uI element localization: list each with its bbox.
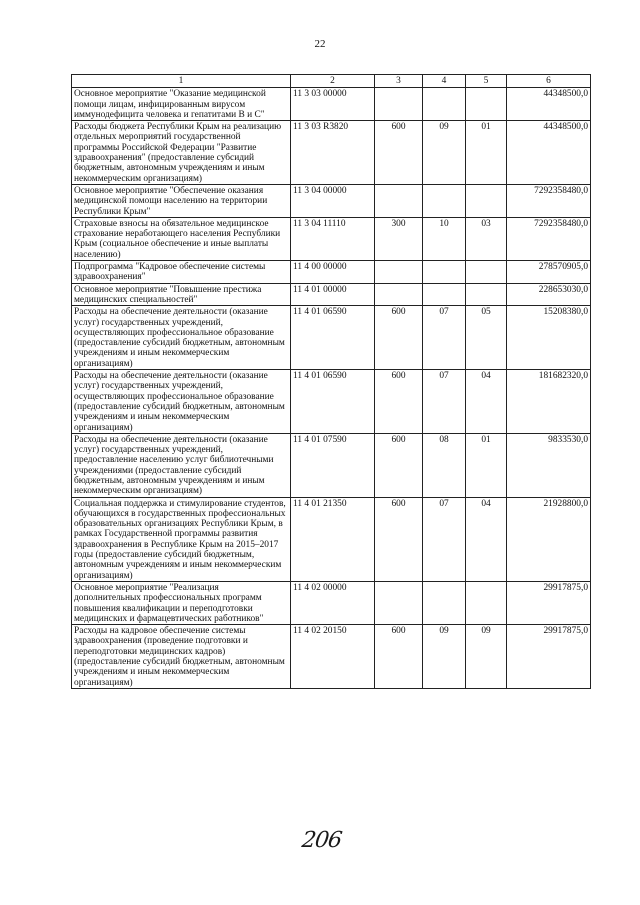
expense-type [375, 581, 423, 624]
table-row [72, 217, 591, 260]
expense-type [375, 88, 423, 121]
classification-code: 11 4 02 20150 [291, 625, 375, 689]
item-name: Социальная поддержка и стимулирование студентов, обучающихся в государственных профессиональных образовательных организациях Республики Крым, в рамках Государственной программы развития здравоохранения в Республике Крым на 2015–2017 годы (предоставление субсидий бюджетным, автономным учреждениям и иным некоммерческим организациям) [72, 497, 291, 581]
subsection: 09 [466, 625, 507, 689]
subsection [466, 581, 507, 624]
table-row [72, 283, 591, 306]
amount: 9833530,0 [507, 433, 591, 497]
amount: 181682320,0 [507, 370, 591, 434]
table-row [72, 306, 591, 370]
item-name: Расходы на кадровое обеспечение системы здравоохранения (проведение подготовки и переподготовки медицинских кадров) (предоставление субсидий бюджетным, автономным учреждениям и иным некоммерческим организациям) [72, 625, 291, 689]
expense-type: 600 [375, 497, 423, 581]
section: 07 [423, 497, 466, 581]
table-row [72, 497, 591, 581]
section: 09 [423, 625, 466, 689]
subsection: 04 [466, 370, 507, 434]
item-name: Расходы на обеспечение деятельности (оказание услуг) государственных учреждений, осуществляющих профессиональное образование (предоставление субсидий бюджетным, автономным учреждениям и иным некоммерческим организациям) [72, 370, 291, 434]
expense-type [375, 283, 423, 306]
header-cell: 6 [507, 75, 591, 88]
expense-type: 600 [375, 370, 423, 434]
classification-code: 11 4 01 07590 [291, 433, 375, 497]
section: 09 [423, 121, 466, 185]
section [423, 581, 466, 624]
item-name: Расходы на обеспечение деятельности (оказание услуг) государственных учреждений, осуществляющих профессиональное образование (предоставление субсидий бюджетным, автономным учреждениям и иным некоммерческим организациям) [72, 306, 291, 370]
amount: 15208380,0 [507, 306, 591, 370]
section: 08 [423, 433, 466, 497]
amount: 7292358480,0 [507, 184, 591, 217]
amount: 44348500,0 [507, 88, 591, 121]
handwritten-page-number: 206 [300, 828, 343, 853]
classification-code: 11 4 01 21350 [291, 497, 375, 581]
classification-code: 11 3 04 00000 [291, 184, 375, 217]
subsection: 01 [466, 121, 507, 185]
classification-code: 11 3 04 11110 [291, 217, 375, 260]
amount: 44348500,0 [507, 121, 591, 185]
item-name: Расходы на обеспечение деятельности (оказание услуг) государственных учреждений, предоставление населению услуг библиотечными учреждениями (предоставление субсидий бюджетным, автономным учреждениям и иным некоммерческим организациям) [72, 433, 291, 497]
table-row [72, 88, 591, 121]
item-name: Основное мероприятие "Реализация дополнительных профессиональных программ повышения квалификации и переподготовки медицинских и фармацевтических работников" [72, 581, 291, 624]
subsection: 01 [466, 433, 507, 497]
classification-code: 11 3 03 00000 [291, 88, 375, 121]
expense-type [375, 261, 423, 284]
subsection [466, 283, 507, 306]
classification-code: 11 4 00 00000 [291, 261, 375, 284]
subsection [466, 88, 507, 121]
section: 07 [423, 370, 466, 434]
subsection [466, 184, 507, 217]
classification-code: 11 4 01 06590 [291, 306, 375, 370]
section [423, 184, 466, 217]
subsection: 03 [466, 217, 507, 260]
expense-type: 300 [375, 217, 423, 260]
section: 10 [423, 217, 466, 260]
table-row [72, 261, 591, 284]
subsection: 05 [466, 306, 507, 370]
section [423, 88, 466, 121]
subsection [466, 261, 507, 284]
table-row [72, 433, 591, 497]
section [423, 283, 466, 306]
table-row [72, 625, 591, 689]
item-name: Расходы бюджета Республики Крым на реализацию отдельных мероприятий государственной программы Российской Федерации "Развитие здравоохранения" (предоставление субсидий бюджетным, автономным учреждениям и иным некоммерческим организациям) [72, 121, 291, 185]
classification-code: 11 4 01 06590 [291, 370, 375, 434]
amount: 7292358480,0 [507, 217, 591, 260]
item-name: Основное мероприятие "Обеспечение оказания медицинской помощи населению на территории Республики Крым" [72, 184, 291, 217]
section [423, 261, 466, 284]
expense-type [375, 184, 423, 217]
header-cell: 5 [466, 75, 507, 88]
table-header-row [72, 75, 591, 88]
classification-code: 11 4 01 00000 [291, 283, 375, 306]
header-cell: 3 [375, 75, 423, 88]
table-row [72, 184, 591, 217]
header-cell: 2 [291, 75, 375, 88]
header-cell: 4 [423, 75, 466, 88]
amount: 29917875,0 [507, 625, 591, 689]
amount: 228653030,0 [507, 283, 591, 306]
expense-type: 600 [375, 433, 423, 497]
amount: 29917875,0 [507, 581, 591, 624]
classification-code: 11 4 02 00000 [291, 581, 375, 624]
section: 07 [423, 306, 466, 370]
page-number: 22 [314, 38, 326, 50]
expense-type: 600 [375, 625, 423, 689]
item-name: Основное мероприятие "Повышение престижа медицинских специальностей" [72, 283, 291, 306]
table-row [72, 121, 591, 185]
item-name: Основное мероприятие "Оказание медицинской помощи лицам, инфицированным вирусом иммунодефицита человека и гепатитами В и С" [72, 88, 291, 121]
item-name: Страховые взносы на обязательное медицинское страхование неработающего населения Республики Крым (социальное обеспечение и иные выплаты населению) [72, 217, 291, 260]
header-cell: 1 [72, 75, 291, 88]
item-name: Подпрограмма "Кадровое обеспечение системы здравоохранения" [72, 261, 291, 284]
subsection: 04 [466, 497, 507, 581]
table-row [72, 581, 591, 624]
amount: 21928800,0 [507, 497, 591, 581]
expense-type: 600 [375, 121, 423, 185]
table-row [72, 370, 591, 434]
classification-code: 11 3 03 R3820 [291, 121, 375, 185]
amount: 278570905,0 [507, 261, 591, 284]
budget-table [71, 74, 591, 689]
expense-type: 600 [375, 306, 423, 370]
